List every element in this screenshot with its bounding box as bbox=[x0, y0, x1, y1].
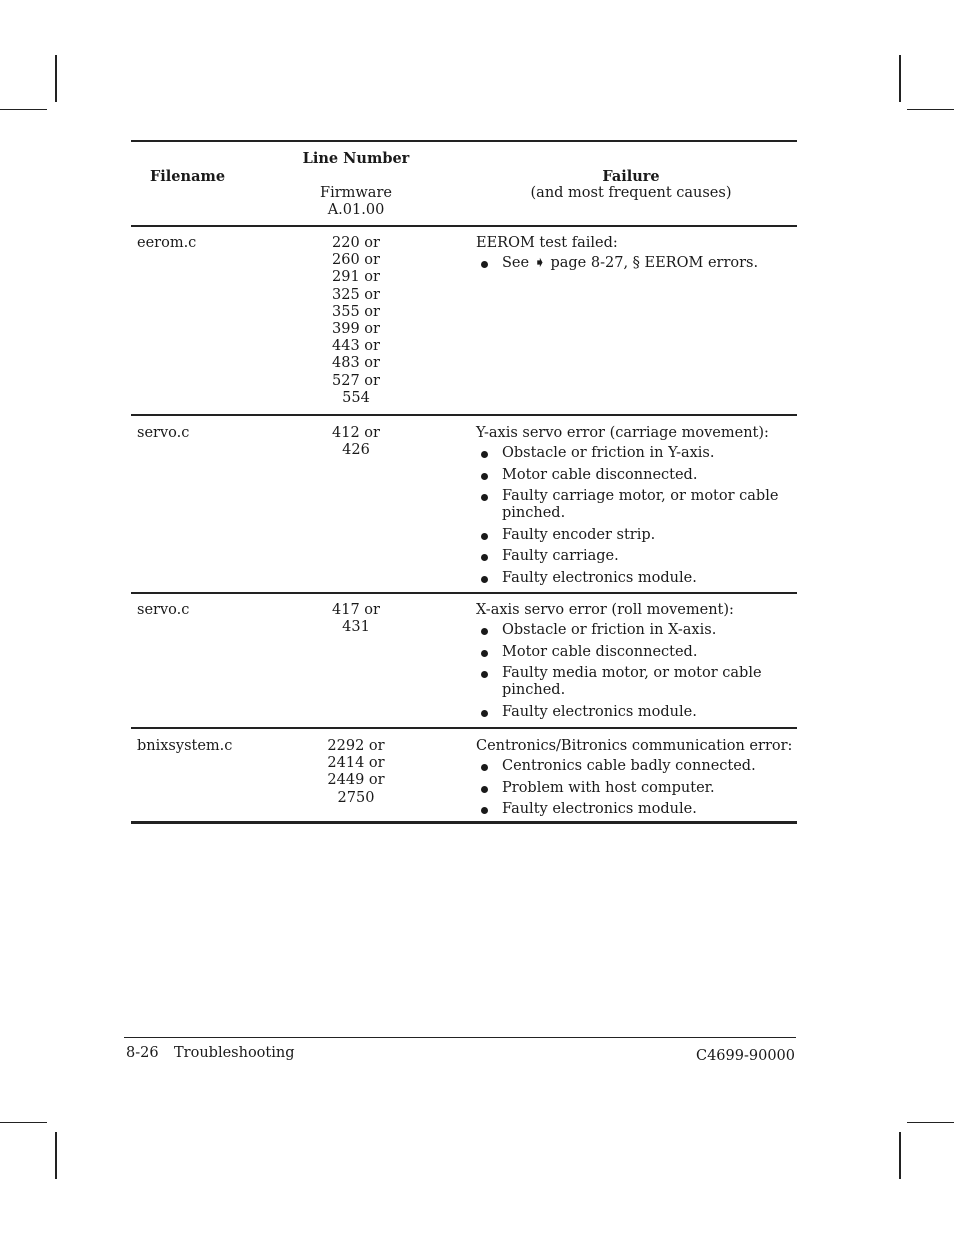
line-number: 554 bbox=[342, 389, 370, 406]
row-failure bbox=[476, 738, 794, 823]
footer-rule bbox=[124, 1037, 796, 1038]
table-rule bbox=[131, 225, 797, 227]
crop-mark bbox=[0, 109, 47, 110]
table-bottom-rule bbox=[131, 821, 797, 824]
row-line-numbers bbox=[281, 235, 431, 407]
row-line-numbers bbox=[281, 425, 431, 459]
line-number: 399 or bbox=[332, 321, 380, 338]
footer-doc-number: C4699-90000 bbox=[695, 1048, 795, 1064]
cause-text: Faulty electronics module. bbox=[502, 703, 697, 720]
row-line-numbers bbox=[281, 602, 431, 636]
failure-title: Y-axis servo error (carriage movement): bbox=[476, 425, 769, 441]
cause-text: Faulty electronics module. bbox=[502, 801, 697, 818]
row-failure bbox=[476, 235, 794, 277]
table-top-rule bbox=[131, 140, 797, 142]
cause-item bbox=[476, 665, 794, 699]
line-number: 417 or bbox=[332, 602, 380, 618]
cause-item bbox=[476, 445, 794, 462]
cause-item bbox=[476, 758, 794, 775]
cause-list bbox=[476, 445, 794, 587]
header-firmware-label: Firmware bbox=[320, 185, 392, 202]
line-number: 483 or bbox=[332, 355, 380, 372]
line-number: 325 or bbox=[332, 286, 380, 303]
bullet-icon bbox=[481, 494, 488, 501]
bullet-icon bbox=[481, 261, 488, 268]
cause-item bbox=[476, 704, 794, 721]
cause-list bbox=[476, 622, 794, 721]
line-number: 2414 or bbox=[327, 755, 385, 772]
row-failure bbox=[476, 602, 794, 725]
table-rule bbox=[131, 414, 797, 416]
line-number: 527 or bbox=[332, 372, 380, 389]
cause-text: Faulty electronics module. bbox=[502, 569, 697, 586]
header-failure bbox=[481, 168, 781, 202]
cause-text: Faulty carriage. bbox=[502, 548, 619, 565]
cause-text: Faulty carriage motor, or motor cable pinched. bbox=[502, 488, 779, 522]
header-firmware-version: A.01.00 bbox=[327, 202, 385, 219]
header-filename: Filename bbox=[150, 168, 226, 185]
row-filename: eerom.c bbox=[137, 235, 197, 251]
bullet-icon bbox=[481, 650, 488, 657]
cause-text: Obstacle or friction in X-axis. bbox=[502, 622, 717, 639]
bullet-icon bbox=[481, 786, 488, 793]
line-number: 431 bbox=[342, 619, 370, 636]
cause-item bbox=[476, 622, 794, 639]
footer-page-number: 8-26 bbox=[126, 1045, 159, 1061]
crop-mark bbox=[55, 1132, 57, 1179]
failure-title: Centronics/Bitronics communication error: bbox=[476, 738, 793, 754]
cause-text: Motor cable disconnected. bbox=[502, 466, 698, 483]
bullet-icon bbox=[481, 533, 488, 540]
line-number: 412 or bbox=[332, 425, 380, 441]
cause-item bbox=[476, 527, 794, 544]
line-number: 426 bbox=[342, 442, 370, 459]
failure-title: EEROM test failed: bbox=[476, 235, 618, 251]
bullet-icon bbox=[481, 554, 488, 561]
line-number: 220 or bbox=[332, 235, 380, 251]
cause-text: Faulty encoder strip. bbox=[502, 526, 656, 543]
bullet-icon bbox=[481, 576, 488, 583]
table-rule bbox=[131, 727, 797, 729]
row-failure bbox=[476, 425, 794, 591]
cause-text: Faulty media motor, or motor cable pinched. bbox=[502, 665, 762, 699]
bullet-icon bbox=[481, 671, 488, 678]
cause-item bbox=[476, 548, 794, 565]
header-failure-label: Failure bbox=[602, 168, 660, 185]
row-line-numbers bbox=[281, 738, 431, 807]
line-number: 291 or bbox=[332, 269, 380, 286]
cause-item bbox=[476, 801, 794, 818]
bullet-icon bbox=[481, 807, 488, 814]
cause-text: Centronics cable badly connected. bbox=[502, 758, 756, 775]
cause-item bbox=[476, 255, 794, 272]
bullet-icon bbox=[481, 473, 488, 480]
crop-mark bbox=[899, 1132, 901, 1179]
crop-mark bbox=[907, 109, 954, 110]
bullet-icon bbox=[481, 451, 488, 458]
cause-list bbox=[476, 255, 794, 272]
cause-item bbox=[476, 570, 794, 587]
line-number: 2750 bbox=[337, 789, 375, 806]
cause-item bbox=[476, 644, 794, 661]
cause-item bbox=[476, 488, 794, 522]
line-number: 260 or bbox=[332, 252, 380, 269]
line-number: 2449 or bbox=[327, 772, 385, 789]
table-rule bbox=[131, 592, 797, 594]
cause-text: Problem with host computer. bbox=[502, 779, 715, 796]
bullet-icon bbox=[481, 628, 488, 635]
bullet-icon bbox=[481, 764, 488, 771]
crop-mark bbox=[0, 1122, 47, 1123]
footer-section: Troubleshooting bbox=[174, 1045, 295, 1061]
line-number: 2292 or bbox=[327, 738, 385, 754]
header-failure-sub: (and most frequent causes) bbox=[530, 185, 732, 202]
cause-list bbox=[476, 758, 794, 818]
row-filename: servo.c bbox=[137, 425, 190, 441]
line-number: 355 or bbox=[332, 303, 380, 320]
cause-text: Obstacle or friction in Y-axis. bbox=[502, 445, 715, 462]
cause-item bbox=[476, 467, 794, 484]
crop-mark bbox=[907, 1122, 954, 1123]
failure-title: X-axis servo error (roll movement): bbox=[476, 602, 734, 618]
header-line-number bbox=[281, 150, 431, 220]
crop-mark bbox=[899, 55, 901, 102]
crop-mark bbox=[55, 55, 57, 102]
header-line-number-label: Line Number bbox=[302, 150, 410, 167]
bullet-icon bbox=[481, 710, 488, 717]
cause-text: Motor cable disconnected. bbox=[502, 643, 698, 660]
line-number: 443 or bbox=[332, 338, 380, 355]
cause-item bbox=[476, 780, 794, 797]
row-filename: bnixsystem.c bbox=[137, 738, 233, 754]
cause-text: See ➧ page 8-27, § EEROM errors. bbox=[502, 255, 759, 272]
row-filename: servo.c bbox=[137, 602, 190, 618]
